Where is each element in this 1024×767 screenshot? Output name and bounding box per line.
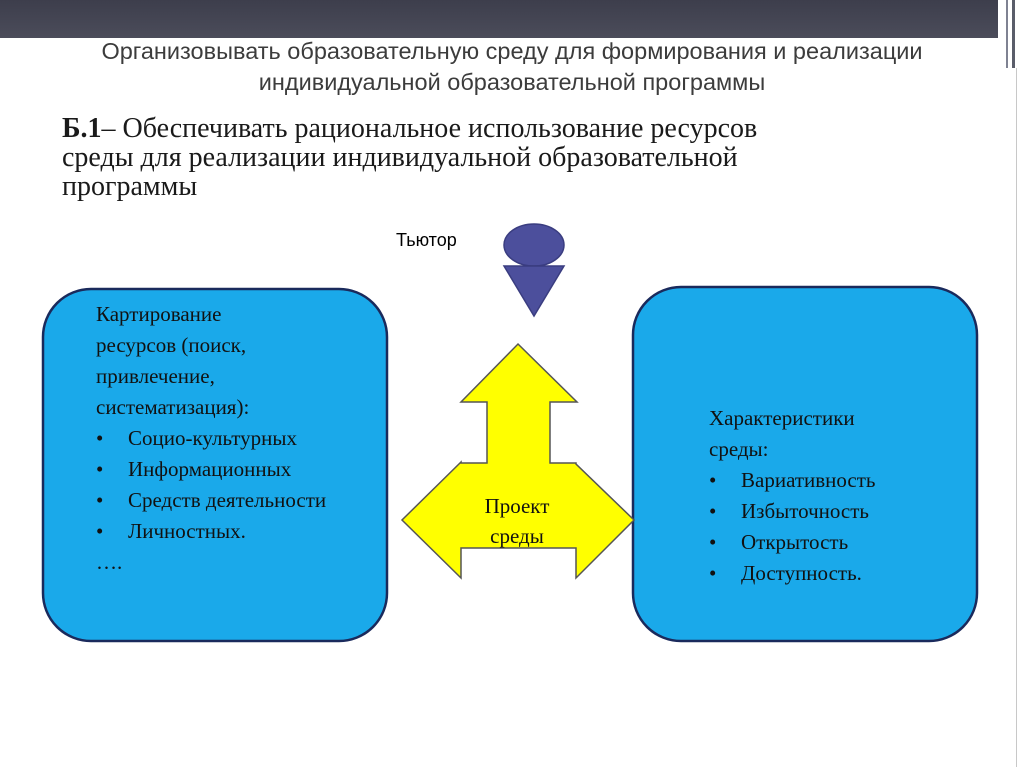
right-box-bullet: • Избыточность xyxy=(709,496,939,527)
center-label-line-2: среды xyxy=(490,524,544,548)
left-box-text xyxy=(96,299,396,578)
right-box-text xyxy=(709,403,939,589)
left-box-line: Картирование xyxy=(96,302,222,326)
left-box-ellipsis: …. xyxy=(96,550,123,574)
left-box-line: ресурсов (поиск, xyxy=(96,333,247,357)
left-box-bullet: • Средств деятельности xyxy=(96,485,396,516)
subtitle-line-2: среды для реализации индивидуальной образовательной xyxy=(62,142,738,173)
subtitle-code: Б.1 xyxy=(62,113,102,144)
tutor-body-shape xyxy=(504,266,564,316)
right-box-line: Характеристики xyxy=(709,406,855,430)
tutor-head-shape xyxy=(504,224,564,266)
left-box-line: систематизация): xyxy=(96,395,250,419)
slide-title-line-1: Организовывать образовательную среду для формирования и реализации xyxy=(101,38,923,64)
left-box-bullet: • Социо-культурных xyxy=(96,423,396,454)
right-box-bullet: • Доступность. xyxy=(709,558,939,589)
center-label xyxy=(462,491,572,551)
left-box-bullet: • Личностных. xyxy=(96,516,396,547)
right-box-bullet: • Открытость xyxy=(709,527,939,558)
tutor-label: Тьютор xyxy=(396,230,457,250)
left-box-bullet: • Информационных xyxy=(96,454,396,485)
right-box-line: среды: xyxy=(709,437,769,461)
center-label-line-1: Проект xyxy=(484,494,550,518)
subtitle-line-1-text: – Обеспечивать рациональное использование ресурсов xyxy=(101,113,758,144)
right-box-bullet: • Вариативность xyxy=(709,465,939,496)
left-box-line: привлечение, xyxy=(96,364,215,388)
subtitle-line-3: программы xyxy=(62,171,198,202)
slide-title-line-2: индивидуальной образовательной программы xyxy=(258,69,766,95)
